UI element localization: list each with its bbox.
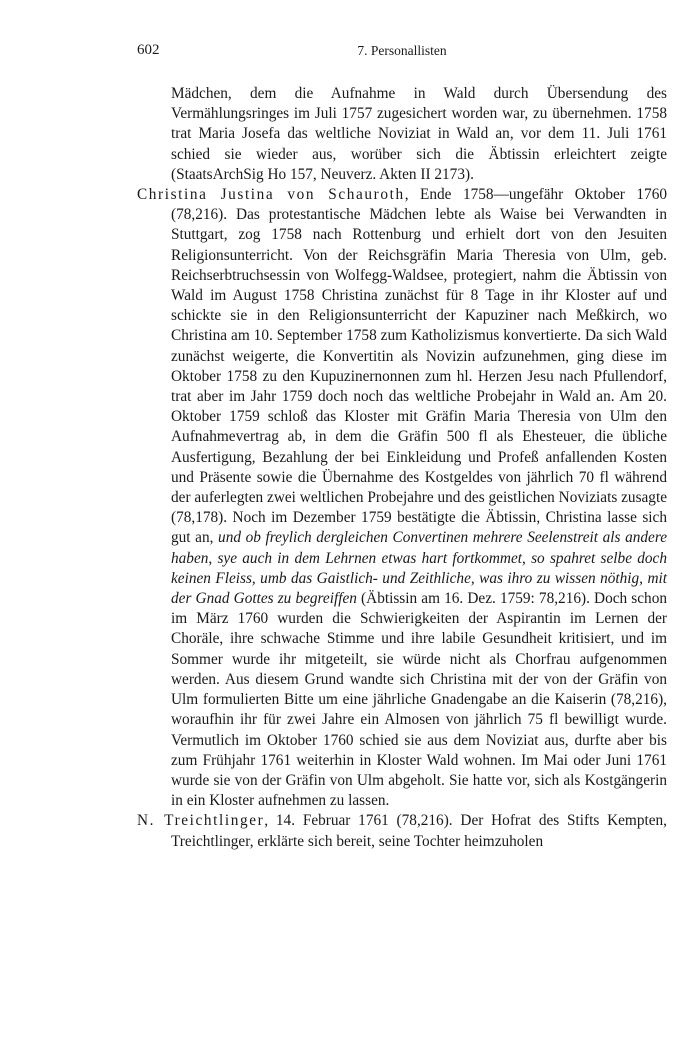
entry-text-after-quote: (Äbtissin am 16. Dez. 1759: 78,216). Doch schon im März 1760 wurden die Schwierigkeiten der Aspirantin im Lernen der Choräle, ihre schwache Stimme und ihre labile Gesundheit kritisiert, und im Sommer wurde ihr mitgeteilt, sie würde nicht als Chorfrau aufgenommen werden. Aus diesem Grund wandte sich Christina mit der von der Gräfin von Ulm formulierten Bitte um eine jährliche Gnadengabe an die Kaiserin (78,216), woraufhin ihr für zwei Jahre ein Almosen von jährlich 75 fl bewilligt wurde. Vermutlich im Oktober 1760 schied sie aus dem Noviziat aus, durfte aber bis zum Frühjahr 1761 weiterhin in Kloster Wald wohnen. Im Mai oder Juni 1761 wurde sie von der Gräfin von Ulm abgeholt. Sie hatte vor, sich als Kostgängerin in ein Kloster aufnehmen zu lassen. bbox=[171, 590, 667, 810]
entry-n-treichtlinger bbox=[137, 811, 667, 851]
body-text bbox=[137, 84, 667, 852]
entry-text: , Ende 1758—ungefähr Oktober 1760 (78,216). Das protestantische Mädchen lebte als Waise bei Verwandten in Stuttgart, zog 1758 nach Rottenburg und erhielt dort von den Jesuiten Religionsunterricht. Von der Reichsgräfin Maria Theresia von Ulm, geb. Reichserbtruchsessin von Wolfegg-Waldsee, protegiert, nahm die Äbtissin von Wald im August 1758 Christina zunächst für 8 Tage in ihr Kloster auf und schickte sie in den Religionsunterricht der Kapuziner nach Meßkirch, wo Christina am 10. September 1758 zum Katholizismus konvertierte. Da sich Wald zunächst weigerte, die Konvertitin als Novizin aufzunehmen, ging diese im Oktober 1758 zu den Kupuzinernonnen zum hl. Herzen Jesu nach Pfullendorf, trat aber im Jahr 1759 doch noch das weltliche Probejahr in Wald an. Am 20. Oktober 1759 schloß das Kloster mit Gräfin Maria Theresia von Ulm den Aufnahmevertrag ab, in dem die Gräfin 500 fl als Ehesteuer, die übliche Ausfertigung, Bezahlung der bei Einkleidung und Profeß anfallenden Kosten und Präsente sowie die Übernahme des Kostgeldes von jährlich 70 fl während der auferlegten zwei weltlichen Probejahre und des geistlichen Noviziats zusagte (78,178). Noch im Dezember 1759 bestätigte die Äbtissin, Christina lasse sich gut an, bbox=[171, 186, 667, 547]
running-head: 7. Personallisten bbox=[357, 43, 447, 58]
entry-name: N. Treichtlinger bbox=[137, 812, 265, 830]
page-header bbox=[137, 42, 667, 64]
entry-text: , 14. Februar 1761 (78,216). Der Hofrat des Stifts Kempten, Treichtlinger, erklärte sich bereit, seine Tochter heimzuholen bbox=[171, 812, 667, 850]
entry-name: Christina Justina von Schauroth bbox=[137, 186, 405, 204]
entry-continued bbox=[137, 84, 667, 185]
entry-quote: und ob freylich dergleichen Convertinen mehrere Seelenstreit als andere haben, sye auch in dem Lehrnen etwas hart fortkommet, so spahret selbe doch keinen Fleiss, umb das Gaistlich- und Zeithliche, was ihro zu wissen nöthig, mit der Gnad Gottes zu begreiffen bbox=[171, 529, 667, 608]
entry-christina-justina-von-schauroth bbox=[137, 185, 667, 811]
entry-text: Mädchen, dem die Aufnahme in Wald durch Übersendung des Vermählungsringes im Juli 1757 zugesichert worden war, zu übernehmen. 1758 trat Maria Josefa das weltliche Noviziat in Wald an, vor dem 11. Juli 1761 schied sie wieder aus, worüber sich die Äbtissin erleichtert zeigte (StaatsArchSig Ho 157, Neuverz. Akten II 2173). bbox=[171, 85, 667, 183]
page-number: 602 bbox=[137, 42, 160, 58]
